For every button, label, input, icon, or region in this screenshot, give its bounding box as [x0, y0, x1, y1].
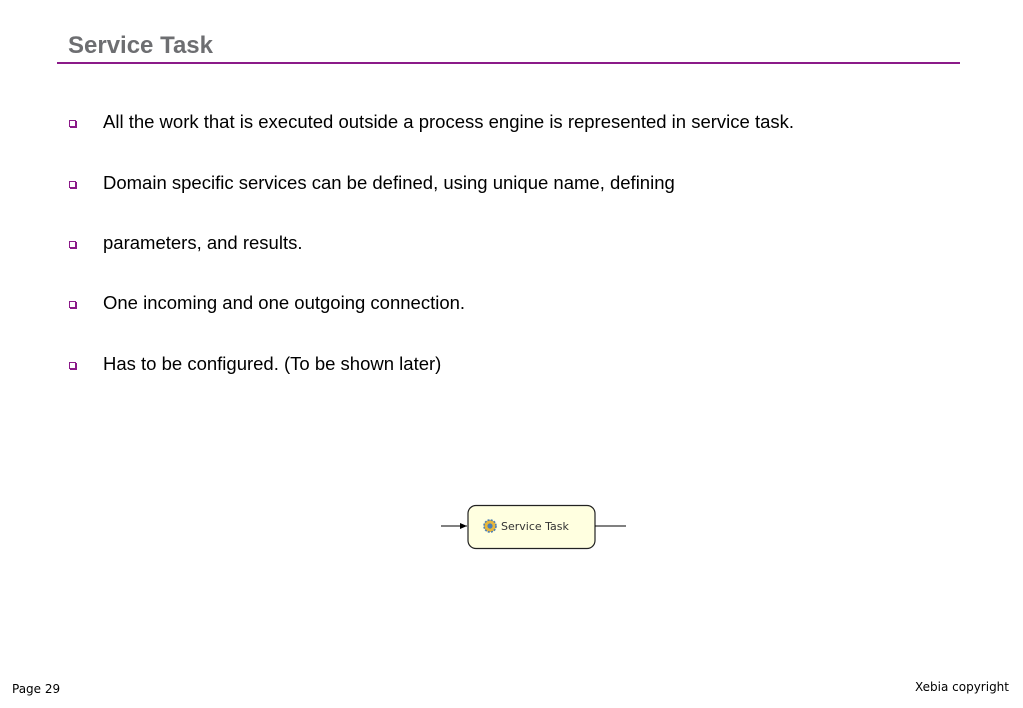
title-divider — [57, 62, 960, 64]
bullet-text: parameters, and results. — [103, 232, 303, 253]
slide-title: Service Task — [68, 32, 213, 59]
copyright-notice: Xebia copyright — [914, 680, 1009, 694]
bullet-text: Has to be configured. (To be shown later) — [103, 353, 442, 374]
list-item — [0, 289, 1000, 317]
bullet-text: One incoming and one outgoing connection. — [103, 292, 466, 313]
bullet-square-icon — [69, 362, 76, 369]
gear-icon — [484, 520, 496, 532]
bullet-square-icon — [69, 301, 76, 308]
list-item — [0, 350, 1000, 378]
bullet-text: Domain specific services can be defined, using unique name, defining — [103, 172, 675, 193]
bullet-text: All the work that is executed outside a process engine is represented in service task. — [103, 111, 795, 132]
bullet-square-icon — [69, 120, 76, 127]
service-task-label: Service Task — [501, 520, 569, 533]
list-item — [0, 108, 1000, 136]
service-task-diagram — [440, 504, 630, 552]
bullet-square-icon — [69, 241, 76, 248]
bullet-square-icon — [69, 181, 76, 188]
page-number: Page 29 — [12, 682, 61, 696]
list-item — [0, 169, 1000, 197]
list-item — [0, 229, 1000, 257]
